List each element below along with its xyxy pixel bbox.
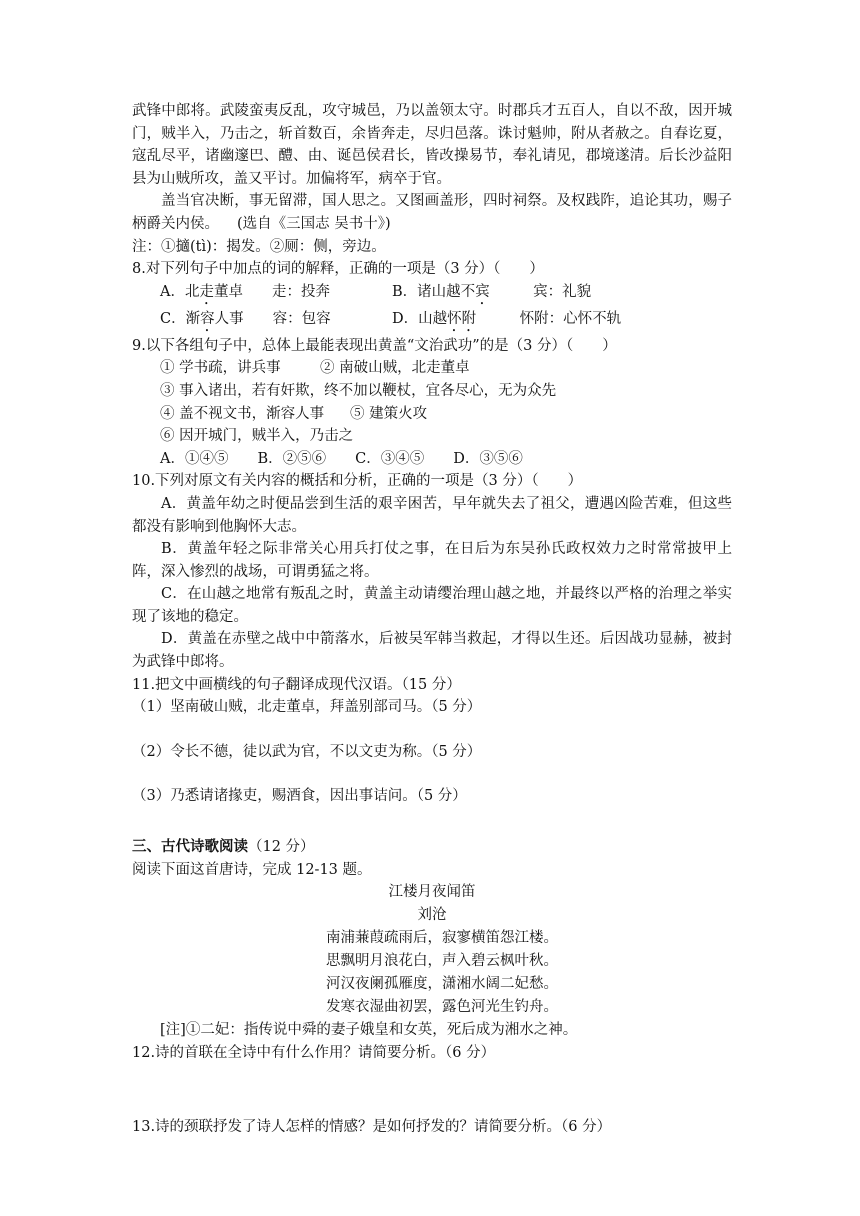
q8-a-post: 董卓 [213, 283, 243, 300]
q10-option-b: B．黄盖年轻之际非常关心用兵打仗之事，在日后为东吴孙氏政权效力之时常常披甲上阵，深入惨烈的战场，可谓勇猛之将。 [132, 541, 732, 580]
q13-stem: 13.诗的颈联抒发了诗人怎样的情感？是如何抒发的？请简要分析。（6 分） [132, 1119, 612, 1136]
section-3-title: 三、古代诗歌阅读 [132, 838, 248, 856]
q9-sentence-6: ⑥ 因开城门，贼半入，乃击之 [160, 428, 354, 445]
poem-line: 发寒衣湿曲初罢，露色河光生钓舟。 [326, 999, 558, 1016]
poem-line: 思飘明月浪花白，声入碧云枫叶秋。 [326, 953, 558, 970]
q8-option-d [392, 308, 621, 335]
q9-sentence-4: ④ 盖不视文书，渐容人事 [160, 405, 325, 422]
q11-sentence-3: （3）乃悉请诸掾吏，赐酒食，因出事诘问。（5 分） [132, 788, 467, 805]
q9-sentence-1: ① 学书疏，讲兵事 [160, 360, 281, 377]
passage-source: (选自《三国志 吴书十》) [237, 215, 391, 232]
poem-line: 南浦蒹葭疏雨后，寂寥横笛怨江楼。 [326, 930, 558, 947]
q8-b-pre: B．诸山越不 [392, 283, 476, 300]
section-3-points: （12 分） [248, 839, 315, 856]
q9-row-1 [132, 357, 732, 380]
poem-note: [注]①二妃：指传说中舜的妻子娥皇和女英，死后成为湘水之神。 [160, 1022, 578, 1039]
passage-paragraph-2 [132, 190, 732, 235]
q8-option-c [160, 308, 392, 335]
q10-stem: 10.下列对原文有关内容的概括和分析，正确的一项是（3 分）（ ） [132, 473, 583, 490]
q8-a-explanation: 走：投奔 [271, 283, 330, 300]
q8-d-pre: D．山越 [392, 310, 448, 327]
q8-c-explanation: 容：包容 [272, 310, 331, 327]
q8-stem: 8.对下列句子中加点的词的解释，正确的一项是（3 分）（ ） [132, 261, 544, 278]
q10-option-a: A．黄盖年幼之时便品尝到生活的艰辛困苦，早年就失去了祖父，遭遇凶险苦难，但这些都没有影响到他胸怀大志。 [132, 495, 732, 535]
q9-sentence-2: ② 南破山贼，北走董卓 [320, 360, 470, 377]
passage-paragraph-2-text: 盖当官决断，事无留滞，国人思之。又图画盖形，四时祠祭。及权践阼，追论其功，赐子柄爵关内侯。 [132, 193, 732, 232]
q9-sentence-5: ⑤ 建策火攻 [350, 405, 428, 422]
q8-c-pre: C．渐 [160, 310, 201, 327]
q10-option-c: C．在山越之地常有叛乱之时，黄盖主动请缨治理山越之地，并最终以严格的治理之举实现了该地的稳定。 [132, 586, 732, 625]
q8-option-a [160, 281, 392, 308]
q8-options-row-1 [132, 281, 732, 308]
q9-sentence-3: ③ 事入诸出，若有奸欺，终不加以鞭杖，宜各尽心，无为众先 [160, 382, 557, 399]
q8-a-pre: A．北 [160, 283, 200, 300]
section-3-intro: 阅读下面这首唐诗，完成 12-13 题。 [132, 861, 372, 878]
q8-options-row-2 [132, 308, 732, 335]
q8-option-b [392, 281, 591, 308]
passage-paragraph-1: 武锋中郎将。武陵蛮夷反乱，攻守城邑，乃以盖领太守。时郡兵才五百人，自以不敌，因开城门，贼半入，乃击之，斩首数百，余皆奔走，尽归邑落。诛讨魁帅，附从者赦之。自春讫夏，寇乱尽平，诸幽邃巴、醴、由、诞邑侯君长，皆改操易节，奉礼请见，郡境遂清。后长沙益阳县为山贼所攻，盖又平讨。加偏将军，病卒于官。 [132, 103, 732, 187]
q11-stem: 11.把文中画横线的句子翻译成现代汉语。（15 分） [132, 676, 461, 693]
q9-row-3 [132, 403, 732, 426]
document-content [132, 100, 732, 1139]
q9-stem: 9.以下各组句子中，总体上最能表现出黄盖“文治武功”的是（3 分）（ ） [132, 337, 617, 354]
q8-c-dotted: 容 [200, 310, 215, 327]
q9-options: A．①④⑤ B．②⑤⑥ C．③④⑤ D．③⑤⑥ [160, 450, 523, 467]
answer-space [132, 719, 732, 741]
q8-a-dotted: 走 [199, 283, 214, 300]
q10-option-d: D．黄盖在赤壁之战中中箭落水，后被吴军韩当救起，才得以生还。后因战功显赫，被封为武锋中郎将。 [132, 631, 732, 671]
q8-b-explanation: 宾：礼貌 [533, 283, 592, 300]
q11-sentence-2: （2）令长不德，徒以武为官，不以文吏为称。（5 分） [132, 743, 482, 760]
poem-title: 江楼月夜闻笛 [388, 884, 476, 901]
q12-stem: 12.诗的首联在全诗中有什么作用？请简要分析。（6 分） [132, 1044, 496, 1061]
section-gap [132, 808, 732, 836]
q11-sentence-1: （1）坚南破山贼，北走董卓，拜盖别部司马。（5 分） [132, 699, 482, 716]
poem-author: 刘沧 [417, 907, 447, 924]
q8-d-dotted: 怀附 [447, 310, 477, 327]
poem-line: 河汉夜阑孤雁度，潇湘水阔二妃愁。 [326, 976, 558, 993]
passage-notes: 注：①擿(tì)：揭发。②厕：侧，旁边。 [132, 238, 386, 255]
answer-space [132, 763, 732, 785]
section-3-heading [132, 836, 732, 859]
q8-d-explanation: 怀附：心怀不轨 [519, 310, 622, 327]
q8-c-post: 人事 [214, 310, 244, 327]
answer-space [132, 1064, 732, 1116]
q8-b-dotted: 宾 [475, 283, 490, 300]
